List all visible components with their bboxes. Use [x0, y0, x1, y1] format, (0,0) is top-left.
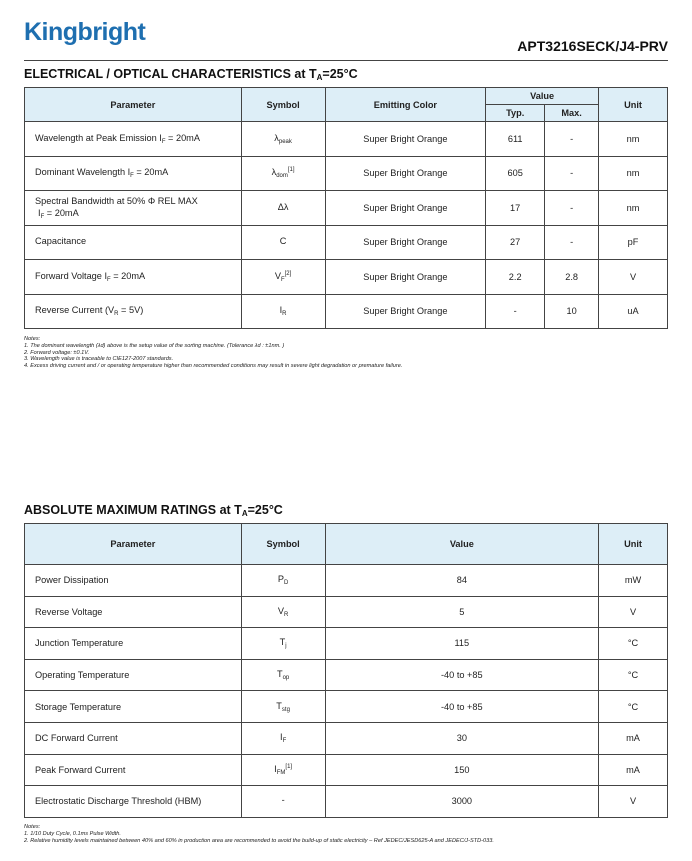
- parameter-line2-tail: = 20mA: [44, 207, 79, 218]
- note-line: 3. Wavelength value is traceable to CIE127-2007 standards.: [24, 356, 174, 363]
- unit-cell: mA: [599, 722, 668, 754]
- parameter-subscript: F: [161, 138, 166, 145]
- parameter-text-tail: = 20mA: [133, 167, 169, 178]
- symbol-text: T: [276, 669, 283, 680]
- notes-heading: Notes:: [24, 824, 41, 830]
- value-cell: 115: [325, 628, 598, 660]
- table-row: [25, 659, 668, 691]
- electrical-section-title: [24, 67, 358, 82]
- symbol-subscript: dom: [276, 173, 288, 180]
- parameter-text: Wavelength at Peak Emission I: [35, 132, 162, 143]
- electrical-title-sub: A: [316, 73, 323, 82]
- symbol-cell: [241, 225, 325, 260]
- unit-cell: V: [599, 596, 668, 628]
- table-row: [25, 191, 668, 226]
- parameter-cell: [25, 191, 242, 226]
- symbol-text: -: [281, 795, 285, 806]
- symbol-text: I: [280, 732, 283, 743]
- value-cell: 5: [325, 596, 598, 628]
- unit-cell: nm: [599, 191, 668, 226]
- absolute-title-tail: =25°C: [247, 503, 283, 517]
- symbol-cell: [241, 596, 325, 628]
- symbol-cell: [241, 191, 325, 226]
- parameter-cell: DC Forward Current: [25, 722, 242, 754]
- value-cell: -40 to +85: [325, 691, 598, 723]
- table-row: [25, 122, 668, 157]
- parameter-cell: [25, 294, 242, 329]
- symbol-text: Δλ: [277, 201, 289, 212]
- table-row: [25, 225, 668, 260]
- parameter-cell: Electrostatic Discharge Threshold (HBM): [25, 786, 242, 818]
- table-row: [25, 260, 668, 295]
- unit-cell: nm: [599, 156, 668, 191]
- symbol-subscript: R: [284, 611, 289, 618]
- symbol-text: V: [274, 270, 281, 281]
- parameter-cell: [25, 156, 242, 191]
- max-cell: 2.8: [545, 260, 599, 295]
- unit-cell: °C: [599, 628, 668, 660]
- parameter-cell: Reverse Voltage: [25, 596, 242, 628]
- parameter-cell: Storage Temperature: [25, 691, 242, 723]
- unit-cell: mA: [599, 754, 668, 786]
- absolute-notes: [24, 824, 494, 844]
- electrical-notes: [24, 336, 402, 370]
- symbol-cell: [241, 294, 325, 329]
- parameter-text: Dominant Wavelength I: [35, 167, 131, 178]
- typ-cell: 605: [486, 156, 545, 191]
- parameter-text: Reverse Current (V: [35, 305, 115, 316]
- symbol-cell: [241, 565, 325, 597]
- symbol-subscript: D: [284, 580, 289, 587]
- value-cell: -40 to +85: [325, 659, 598, 691]
- symbol-text: C: [279, 236, 287, 247]
- symbol-subscript: j: [285, 643, 287, 650]
- note-line: 1. The dominant wavelength (λd) above is the setup value of the sorting machine. (Tolerance λd : ±1nm. ): [24, 342, 285, 349]
- table-row: [25, 294, 668, 329]
- symbol-text: P: [277, 574, 285, 585]
- symbol-cell: [241, 156, 325, 191]
- symbol-superscript: [1]: [287, 167, 295, 174]
- parameter-text-tail: = 20mA: [110, 270, 146, 281]
- value-cell: 3000: [325, 786, 598, 818]
- absolute-section-title: [24, 503, 283, 518]
- table-row: [25, 156, 668, 191]
- electrical-title-tail: =25°C: [322, 67, 358, 81]
- symbol-subscript: stg: [281, 706, 290, 713]
- parameter-line2-subscript: F: [40, 213, 45, 220]
- emitting-color-cell: Super Bright Orange: [325, 294, 486, 329]
- header-unit: Unit: [599, 88, 668, 122]
- header-max: Max.: [545, 105, 599, 122]
- symbol-text: I: [274, 763, 277, 774]
- symbol-text: V: [277, 605, 285, 616]
- absolute-table: [24, 523, 668, 818]
- symbol-cell: [241, 260, 325, 295]
- parameter-cell: [25, 122, 242, 157]
- parameter-text-tail: = 5V): [118, 305, 144, 316]
- symbol-cell: [241, 659, 325, 691]
- symbol-subscript: F: [282, 738, 287, 745]
- symbol-subscript: R: [282, 311, 287, 318]
- typ-cell: -: [486, 294, 545, 329]
- parameter-subscript: R: [114, 311, 119, 318]
- absolute-title-text: ABSOLUTE MAXIMUM RATINGS at T: [24, 503, 242, 517]
- unit-cell: nm: [599, 122, 668, 157]
- parameter-text-tail: = 20mA: [165, 132, 200, 143]
- symbol-text: λ: [274, 132, 279, 143]
- table-row: [25, 565, 668, 597]
- table-row: [25, 754, 668, 786]
- symbol-cell: [241, 786, 325, 818]
- unit-cell: °C: [599, 659, 668, 691]
- parameter-cell: Power Dissipation: [25, 565, 242, 597]
- electrical-title-text: ELECTRICAL / OPTICAL CHARACTERISTICS at T: [24, 67, 317, 81]
- max-cell: -: [545, 191, 599, 226]
- typ-cell: 27: [486, 225, 545, 260]
- header-divider: [24, 60, 668, 61]
- note-line: 2. Relative humidity levels maintained between 40% and 60% in production area are recommended to avoid the build-up of static electricity – Ref JEDEC/JESD625-A and JEDEC/J-STD-033.: [24, 837, 494, 844]
- symbol-text: T: [279, 637, 286, 648]
- electrical-table: [24, 87, 668, 329]
- parameter-text: Forward Voltage I: [35, 270, 108, 281]
- parameter-cell: [25, 260, 242, 295]
- value-cell: 30: [325, 722, 598, 754]
- parameter-subscript: F: [130, 173, 134, 180]
- parameter-text: Spectral Bandwidth at 50% Φ REL MAX: [35, 195, 198, 206]
- parameter-subscript: F: [107, 276, 111, 283]
- typ-cell: 2.2: [486, 260, 545, 295]
- emitting-color-cell: Super Bright Orange: [325, 225, 486, 260]
- max-cell: -: [545, 122, 599, 157]
- typ-cell: 17: [486, 191, 545, 226]
- emitting-color-cell: Super Bright Orange: [325, 191, 486, 226]
- symbol-cell: [241, 754, 325, 786]
- header-typ: Typ.: [486, 105, 545, 122]
- table-row: [25, 786, 668, 818]
- unit-cell: mW: [599, 565, 668, 597]
- symbol-subscript: F: [280, 276, 285, 283]
- table-row: [25, 596, 668, 628]
- symbol-cell: [241, 628, 325, 660]
- parameter-line2: I: [38, 207, 41, 218]
- value-cell: 150: [325, 754, 598, 786]
- max-cell: -: [545, 225, 599, 260]
- unit-cell: V: [599, 260, 668, 295]
- symbol-superscript: [2]: [284, 270, 292, 277]
- absolute-title-sub: A: [241, 509, 248, 518]
- header-parameter: Parameter: [25, 88, 242, 122]
- note-line: 1. 1/10 Duty Cycle, 0.1ms Pulse Width.: [24, 830, 121, 837]
- parameter-cell: [25, 225, 242, 260]
- symbol-cell: [241, 722, 325, 754]
- abs-header-parameter: Parameter: [25, 524, 242, 565]
- header-symbol: Symbol: [241, 88, 325, 122]
- header-value: Value: [486, 88, 599, 105]
- unit-cell: uA: [599, 294, 668, 329]
- symbol-text: T: [276, 700, 282, 711]
- table-row: [25, 691, 668, 723]
- max-cell: 10: [545, 294, 599, 329]
- symbol-text: I: [279, 305, 283, 316]
- symbol-text: λ: [271, 167, 277, 178]
- symbol-cell: [241, 122, 325, 157]
- header-emitting-color: Emitting Color: [325, 88, 486, 122]
- notes-heading: Notes:: [24, 336, 41, 342]
- note-line: 2. Forward voltage: ±0.1V.: [24, 349, 90, 356]
- symbol-subscript: FM: [276, 769, 286, 776]
- parameter-cell: Peak Forward Current: [25, 754, 242, 786]
- company-logo: Kingbright: [24, 18, 146, 46]
- abs-header-unit: Unit: [599, 524, 668, 565]
- abs-header-value: Value: [325, 524, 598, 565]
- value-cell: 84: [325, 565, 598, 597]
- table-row: [25, 722, 668, 754]
- symbol-subscript: peak: [278, 138, 292, 145]
- emitting-color-cell: Super Bright Orange: [325, 260, 486, 295]
- abs-header-symbol: Symbol: [241, 524, 325, 565]
- part-number: APT3216SECK/J4-PRV: [517, 38, 668, 54]
- symbol-superscript: [1]: [285, 763, 293, 770]
- parameter-cell: Operating Temperature: [25, 659, 242, 691]
- symbol-subscript: op: [282, 675, 290, 682]
- unit-cell: °C: [599, 691, 668, 723]
- parameter-cell: Junction Temperature: [25, 628, 242, 660]
- parameter-text: Capacitance: [35, 236, 87, 247]
- note-line: 4. Excess driving current and / or operating temperature higher than recommended conditions may result in severe light degradation or premature failure.: [24, 363, 403, 370]
- symbol-cell: [241, 691, 325, 723]
- table-row: [25, 628, 668, 660]
- unit-cell: V: [599, 786, 668, 818]
- unit-cell: pF: [599, 225, 668, 260]
- max-cell: -: [545, 156, 599, 191]
- typ-cell: 611: [486, 122, 545, 157]
- emitting-color-cell: Super Bright Orange: [325, 122, 486, 157]
- emitting-color-cell: Super Bright Orange: [325, 156, 486, 191]
